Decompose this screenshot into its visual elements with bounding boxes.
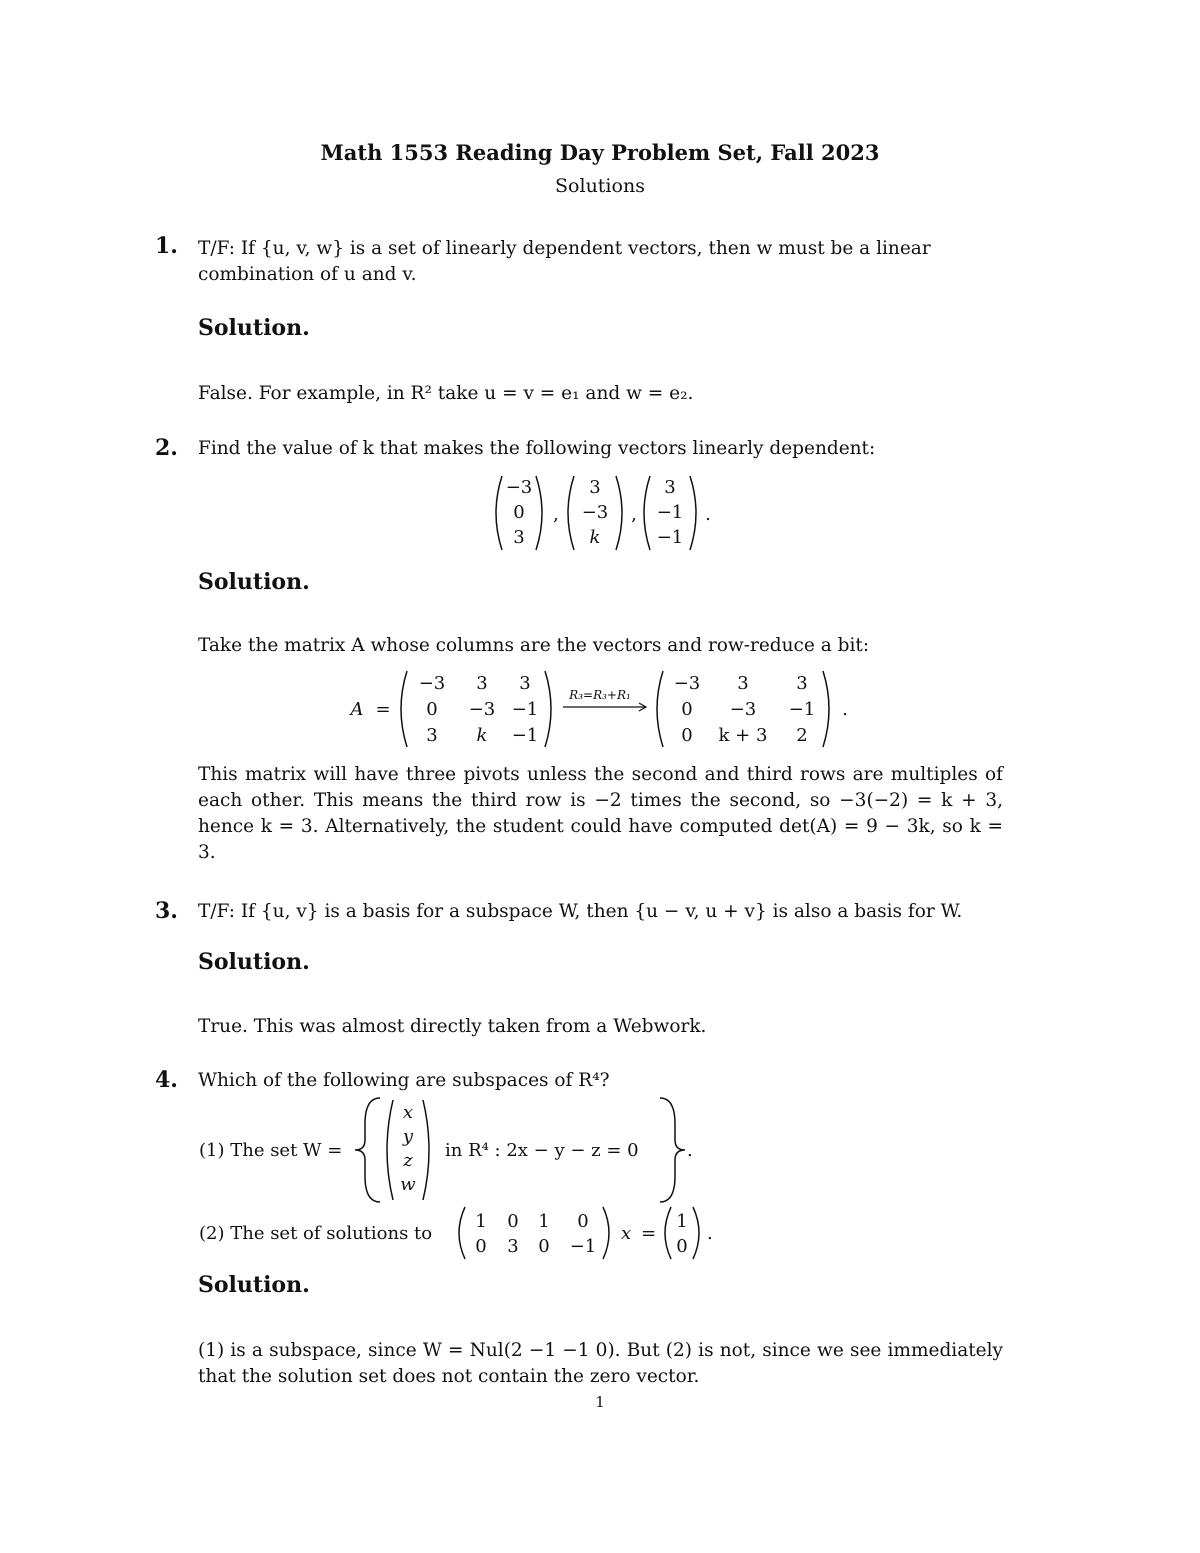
- matrix-a-r2c1: 0: [426, 699, 438, 720]
- problem-4-number: 4.: [155, 1067, 178, 1093]
- paren-left-icon: [401, 671, 407, 747]
- problem-4-part-1: [195, 1094, 715, 1206]
- paren-right-icon: [690, 476, 696, 550]
- brace-left-icon: [355, 1098, 380, 1202]
- problem-1-solution: False. For example, in R² take u = v = e₁ and w = e₂.: [198, 383, 694, 404]
- problem-3-statement: T/F: If {u, v} is a basis for a subspace W, then {u − v, u + v} is also a basis for W.: [198, 901, 963, 922]
- vector-3-entry-3: −1: [656, 527, 684, 548]
- part-2-r1c4: 0: [577, 1211, 589, 1232]
- problem-4-part-2: [195, 1203, 735, 1265]
- matrix-r-r1c2: 3: [737, 673, 749, 694]
- svg-text:.: .: [687, 1140, 693, 1161]
- vector-2-entry-2: −3: [581, 502, 609, 523]
- paren-left-icon: [644, 476, 650, 550]
- problem-4-solution-label: Solution.: [198, 1272, 310, 1298]
- matrix-a-r1c2: 3: [476, 673, 488, 694]
- paren-right-icon: [545, 671, 551, 747]
- matrix-a-r2c2: −3: [468, 699, 496, 720]
- matrix-r-r1c1: −3: [673, 673, 701, 694]
- problem-1-number: 1.: [155, 233, 178, 259]
- paren-left-icon: [657, 671, 663, 747]
- matrix-r-r3c2: k + 3: [718, 725, 768, 746]
- part-2-r2c2: 3: [507, 1236, 519, 1257]
- part-2-rhs-2: 0: [676, 1236, 688, 1257]
- brace-right-icon: [660, 1098, 685, 1202]
- paren-right-icon: [823, 671, 829, 747]
- part-2-r1c3: 1: [538, 1211, 550, 1232]
- problem-4-solution: (1) is a subspace, since W = Nul(2 −1 −1 0). But (2) is not, since we see immediately that the solution set does not contain the zero vector.: [198, 1340, 1003, 1387]
- matrix-a-r3c2: k: [476, 725, 488, 746]
- part-2-r1c2: 0: [507, 1211, 519, 1232]
- matrix-r-r1c3: 3: [796, 673, 808, 694]
- vector-2-entry-3: k: [589, 527, 601, 548]
- page-number: 1: [595, 1393, 605, 1411]
- problem-2-row-reduction: [345, 663, 865, 755]
- matrix-r-r3c1: 0: [681, 725, 693, 746]
- matrix-r-r3c3: 2: [796, 725, 808, 746]
- vector-2-entry-1: 3: [589, 477, 601, 498]
- svg-text:,: ,: [553, 504, 559, 525]
- matrix-r-r2c2: −3: [729, 699, 757, 720]
- svg-text:=: =: [641, 1223, 657, 1244]
- paren-left-icon: [496, 476, 502, 550]
- problem-1-statement: T/F: If {u, v, w} is a set of linearly dependent vectors, then w must be a linear combination of u and v.: [198, 238, 931, 285]
- paren-left-icon: [459, 1207, 465, 1259]
- part-1-vector-w: w: [400, 1174, 416, 1195]
- svg-text:=: =: [375, 699, 391, 720]
- paren-right-icon: [423, 1100, 429, 1200]
- svg-text:.: .: [705, 504, 711, 525]
- paren-right-icon: [616, 476, 622, 550]
- svg-text:,: ,: [631, 504, 637, 525]
- paren-right-icon: [693, 1207, 699, 1259]
- page-subtitle: Solutions: [555, 175, 645, 197]
- problem-2-solution-intro: Take the matrix A whose columns are the vectors and row-reduce a bit:: [198, 635, 870, 656]
- paren-right-icon: [536, 476, 542, 550]
- page-title: Math 1553 Reading Day Problem Set, Fall 2023: [320, 140, 880, 165]
- matrix-a-r1c1: −3: [418, 673, 446, 694]
- vector-3-entry-2: −1: [656, 502, 684, 523]
- matrix-a-r3c1: 3: [426, 725, 438, 746]
- vector-1-entry-2: 0: [513, 502, 525, 523]
- problem-2-statement: Find the value of k that makes the following vectors linearly dependent:: [198, 438, 876, 459]
- vector-1-entry-3: 3: [513, 527, 525, 548]
- problem-1-solution-label: Solution.: [198, 315, 310, 341]
- paren-left-icon: [568, 476, 574, 550]
- paren-right-icon: [603, 1207, 609, 1259]
- part-2-rhs-1: 1: [676, 1211, 688, 1232]
- part-2-r1c1: 1: [475, 1211, 487, 1232]
- matrix-a-r2c3: −1: [511, 699, 539, 720]
- vector-1-entry-1: −3: [505, 477, 533, 498]
- svg-text:x: x: [621, 1223, 632, 1244]
- problem-3-number: 3.: [155, 898, 178, 924]
- matrix-a-r3c3: −1: [511, 725, 539, 746]
- part-1-vector-y: y: [402, 1126, 414, 1147]
- svg-text:A: A: [350, 699, 364, 720]
- paren-left-icon: [387, 1100, 393, 1200]
- problem-4-statement: Which of the following are subspaces of R⁴?: [198, 1070, 610, 1091]
- part-2-r2c1: 0: [475, 1236, 487, 1257]
- row-operation-label: R₃=R₃+R₁: [569, 688, 631, 702]
- part-2-prefix: (2) The set of solutions to: [199, 1223, 433, 1244]
- part-1-vector-x: x: [402, 1102, 414, 1123]
- part-1-vector-z: z: [403, 1150, 413, 1171]
- matrix-r-r2c3: −1: [788, 699, 816, 720]
- svg-text:.: .: [707, 1223, 713, 1244]
- problem-3-solution-label: Solution.: [198, 949, 310, 975]
- problem-2-solution-label: Solution.: [198, 569, 310, 595]
- part-2-r2c3: 0: [538, 1236, 550, 1257]
- svg-text:.: .: [842, 699, 848, 720]
- vector-3-entry-1: 3: [664, 477, 676, 498]
- problem-2-number: 2.: [155, 435, 178, 461]
- problem-3-solution: True. This was almost directly taken from a Webwork.: [198, 1016, 707, 1037]
- part-1-prefix: (1) The set W =: [199, 1140, 343, 1161]
- problem-2-vectors: [480, 468, 720, 558]
- part-2-r2c4: −1: [569, 1236, 597, 1257]
- matrix-r-r2c1: 0: [681, 699, 693, 720]
- part-1-condition: in R⁴ : 2x − y − z = 0: [445, 1140, 639, 1161]
- matrix-a-r1c3: 3: [519, 673, 531, 694]
- problem-2-solution-text: This matrix will have three pivots unless the second and third rows are multiples of each other. This means the third row is −2 times the second, so −3(−2) = k + 3, hence k = 3. Alternatively, the student could have computed det(A) = 9 − 3k, so k = 3.: [198, 764, 1003, 863]
- paren-left-icon: [665, 1207, 671, 1259]
